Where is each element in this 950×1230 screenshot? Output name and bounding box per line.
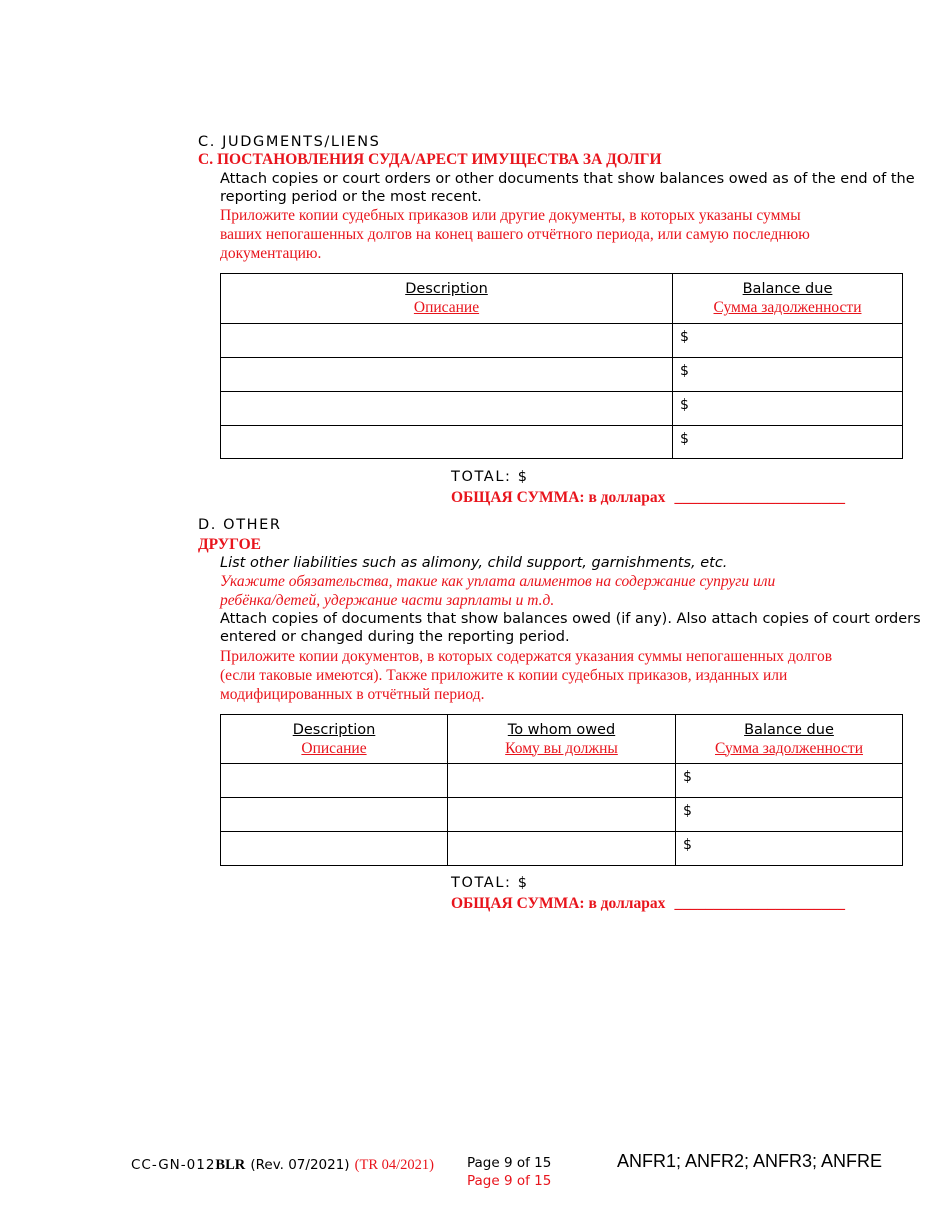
section-d-attach-ru-1: Приложите копии документов, в которых содержатся указания суммы непогашенных долгов [220,648,833,665]
section-c-instruction-ru-2: ваших непогашенных долгов на конец вашего отчётного периода, или самую последнюю [220,226,810,243]
section-c-total-ru: ОБЩАЯ СУММА: в долларах [451,489,666,506]
judgments-table [220,273,903,459]
judgments-balance-cell[interactable] [673,392,903,426]
table-row [221,832,903,866]
table-row [221,358,903,392]
section-d-attach-ru-2: (если таковые имеются). Также приложите к копии судебных приказов, изданных или [220,667,788,684]
dollar-sign: $ [680,397,689,413]
other-header-balance [676,715,903,764]
other-balance-cell[interactable] [676,798,903,832]
table-row [221,764,903,798]
section-c-instruction-ru-3: документацию. [220,245,322,262]
table-row [221,426,903,459]
other-description-cell[interactable] [221,764,448,798]
judgments-description-cell[interactable] [221,426,673,459]
judgments-header-description-en: Description [405,281,488,297]
judgments-header-description-ru: Описание [413,299,480,316]
form-tr: (TR 04/2021) [354,1157,435,1173]
judgments-balance-cell[interactable] [673,324,903,358]
other-whom-cell[interactable] [448,798,676,832]
page-number-en: Page 9 of 15 [467,1155,552,1171]
judgments-balance-cell[interactable] [673,426,903,459]
judgments-header-balance-en: Balance due [742,281,833,297]
form-id [131,1154,434,1174]
section-c-heading-en: C. JUDGMENTS/LIENS [198,134,381,150]
other-header-description-ru: Описание [301,739,367,757]
section-c-instruction-en-2: reporting period or the most recent. [220,189,482,205]
page-number-ru: Page 9 of 15 [467,1173,552,1189]
section-d-attach-ru-3: модифицированных в отчётный период. [220,686,485,703]
other-header-balance-en: Balance due [744,721,834,738]
other-liabilities-table [220,714,903,866]
judgments-balance-cell[interactable] [673,358,903,392]
section-c-heading-ru: С. ПОСТАНОВЛЕНИЯ СУДА/АРЕСТ ИМУЩЕСТВА ЗА ДОЛГИ [198,151,662,168]
dollar-sign: $ [683,769,692,785]
other-description-cell[interactable] [221,832,448,866]
judgments-description-cell[interactable] [221,358,673,392]
other-whom-cell[interactable] [448,832,676,866]
section-d-list-ru-2: ребёнка/детей, удержание части зарплаты и т.д. [220,592,555,609]
other-balance-cell[interactable] [676,832,903,866]
other-description-cell[interactable] [221,798,448,832]
table-row [221,392,903,426]
section-c-total-ru-line [451,487,845,507]
section-d-total-ru-line [451,893,845,913]
section-d-attach-en-1: Attach copies of documents that show balances owed (if any). Also attach copies of court orders [220,611,921,627]
other-header-whom-en: To whom owed [507,721,616,738]
section-d-heading-ru: ДРУГОЕ [198,536,261,553]
other-header-description-en: Description [292,721,376,738]
dollar-sign: $ [683,837,692,853]
form-code: BLR [215,1157,246,1173]
section-d-total-blank[interactable]: ______________________ [674,895,845,912]
form-rev: (Rev. 07/2021) [250,1157,350,1173]
other-header-whom-ru: Кому вы должны [505,739,618,757]
table-row [221,798,903,832]
section-d-total-en: TOTAL: $ [451,875,529,891]
judgments-header-description [221,274,673,324]
judgments-header-balance [673,274,903,324]
judgments-description-cell[interactable] [221,392,673,426]
section-d-list-ru-1: Укажите обязательства, такие как уплата алиментов на содержание супруги или [220,573,776,590]
judgments-header-balance-ru: Сумма задолженности [713,299,862,316]
section-c-total-blank[interactable]: ______________________ [674,489,845,506]
section-d-total-ru: ОБЩАЯ СУММА: в долларах [451,895,666,912]
dollar-sign: $ [680,363,689,379]
dollar-sign: $ [683,803,692,819]
other-header-balance-ru: Сумма задолженности [715,739,863,757]
other-whom-cell[interactable] [448,764,676,798]
other-header-description [221,715,448,764]
section-d-list-en: List other liabilities such as alimony, child support, garnishments, etc. [220,555,728,571]
field-codes: ANFR1; ANFR2; ANFR3; ANFRE [617,1151,883,1171]
section-c-instruction-ru-1: Приложите копии судебных приказов или другие документы, в которых указаны суммы [220,207,801,224]
form-prefix: CC-GN-012 [131,1157,216,1173]
section-c-total-en: TOTAL: $ [451,469,529,485]
section-d-attach-en-2: entered or changed during the reporting period. [220,629,570,645]
section-c-instruction-en-1: Attach copies or court orders or other documents that show balances owed as of the end of the [220,171,915,187]
section-d-heading-en: D. OTHER [198,517,282,533]
other-balance-cell[interactable] [676,764,903,798]
dollar-sign: $ [680,431,689,447]
judgments-description-cell[interactable] [221,324,673,358]
dollar-sign: $ [680,329,689,345]
other-header-whom [448,715,676,764]
table-row [221,324,903,358]
